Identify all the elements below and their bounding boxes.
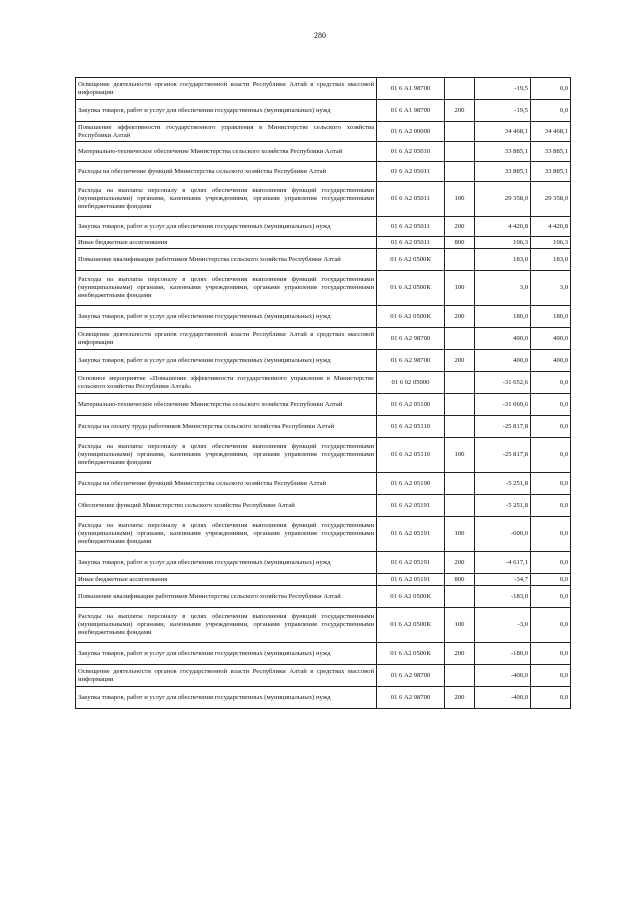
row-expense-type <box>445 394 475 416</box>
table-row <box>76 100 571 122</box>
row-value-1: -4 617,1 <box>475 552 531 574</box>
row-value-1: -31 069,6 <box>475 394 531 416</box>
row-code: 01 6 А2 05011 <box>377 182 445 217</box>
row-name: Иные бюджетные ассигнования <box>76 237 377 249</box>
row-name: Расходы на обеспечение функций Министерства сельского хозяйства Республики Алтай <box>76 162 377 182</box>
row-expense-type <box>445 328 475 350</box>
row-name: Материально-техническое обеспечение Министерства сельского хозяйства Республики Алтай <box>76 142 377 162</box>
row-expense-type: 200 <box>445 552 475 574</box>
row-code: 01 6 А2 05010 <box>377 142 445 162</box>
table-row <box>76 142 571 162</box>
table-row <box>76 328 571 350</box>
row-name: Повышение квалификации работников Министерства сельского хозяйства Республики Алтай <box>76 586 377 608</box>
row-value-1: -25 817,8 <box>475 438 531 473</box>
row-value-1: -400,0 <box>475 665 531 687</box>
row-code: 01 6 А1 98700 <box>377 100 445 122</box>
table-row <box>76 473 571 495</box>
row-value-1: -31 652,6 <box>475 372 531 394</box>
row-expense-type: 800 <box>445 237 475 249</box>
row-value-1: -5 251,8 <box>475 473 531 495</box>
row-value-2: 180,0 <box>531 306 571 328</box>
row-code: 01 6 А2 05100 <box>377 394 445 416</box>
row-value-2: 0,0 <box>531 687 571 709</box>
row-value-1: -3,0 <box>475 608 531 643</box>
table-row <box>76 643 571 665</box>
table-row <box>76 552 571 574</box>
row-value-1: 33 885,1 <box>475 142 531 162</box>
row-code: 01 6 А2 05011 <box>377 217 445 237</box>
row-name: Обеспечение функций Министерство сельского хозяйства Республики Алтай <box>76 495 377 517</box>
row-code: 01 6 02 05000 <box>377 372 445 394</box>
row-code: 01 6 А1 98700 <box>377 78 445 100</box>
row-expense-type: 200 <box>445 306 475 328</box>
row-value-1: -19,5 <box>475 100 531 122</box>
table-row <box>76 416 571 438</box>
row-value-2: 0,0 <box>531 100 571 122</box>
row-name: Закупка товаров, работ и услуг для обеспечения государственных (муниципальных) нужд <box>76 643 377 665</box>
row-expense-type: 100 <box>445 608 475 643</box>
row-expense-type: 100 <box>445 182 475 217</box>
row-expense-type <box>445 162 475 182</box>
row-code: 01 6 А2 0500К <box>377 608 445 643</box>
row-expense-type: 200 <box>445 217 475 237</box>
row-name: Закупка товаров, работ и услуг для обеспечения государственных (муниципальных) нужд <box>76 687 377 709</box>
row-value-2: 0,0 <box>531 495 571 517</box>
row-name: Расходы на выплаты персоналу в целях обеспечения выполнения функций государственными (муниципальными) органами, казенными учреждениями, органами управления государственными внебюджетными фондами <box>76 271 377 306</box>
row-value-1: -600,0 <box>475 517 531 552</box>
row-value-1: -34,7 <box>475 574 531 586</box>
row-value-2: 29 358,0 <box>531 182 571 217</box>
row-value-1: -180,0 <box>475 643 531 665</box>
row-expense-type <box>445 665 475 687</box>
row-value-2: 106,3 <box>531 237 571 249</box>
row-value-1: 183,0 <box>475 249 531 271</box>
row-code: 01 6 А2 0500К <box>377 249 445 271</box>
row-code: 01 6 А2 05110 <box>377 438 445 473</box>
table-row <box>76 438 571 473</box>
row-expense-type <box>445 495 475 517</box>
row-value-2: 0,0 <box>531 608 571 643</box>
row-code: 01 6 А2 05191 <box>377 574 445 586</box>
row-expense-type <box>445 416 475 438</box>
row-value-2: 0,0 <box>531 643 571 665</box>
table-row <box>76 122 571 142</box>
row-code: 01 6 А2 05190 <box>377 473 445 495</box>
row-code: 01 6 А2 98700 <box>377 687 445 709</box>
row-name: Освещение деятельности органов государственной власти Республики Алтай в средствах массовой информации <box>76 665 377 687</box>
row-name: Основное мероприятие «Повышение эффективности государственного управления в Министерстве сельского хозяйства Республики Алтай» <box>76 372 377 394</box>
row-code: 01 6 А2 05191 <box>377 552 445 574</box>
row-value-2: 4 420,8 <box>531 217 571 237</box>
row-name: Расходы на выплаты персоналу в целях обеспечения выполнения функций государственными (муниципальными) органами, казенными учреждениями, органами управления государственными внебюджетными фондами <box>76 182 377 217</box>
table-row <box>76 78 571 100</box>
row-value-2: 183,0 <box>531 249 571 271</box>
row-code: 01 6 А2 05191 <box>377 495 445 517</box>
table-row <box>76 517 571 552</box>
row-expense-type: 200 <box>445 100 475 122</box>
row-value-1: 4 420,8 <box>475 217 531 237</box>
row-name: Закупка товаров, работ и услуг для обеспечения государственных (муниципальных) нужд <box>76 552 377 574</box>
row-expense-type: 200 <box>445 687 475 709</box>
row-value-1: 29 358,0 <box>475 182 531 217</box>
row-value-2: 33 885,1 <box>531 162 571 182</box>
table-row <box>76 687 571 709</box>
row-expense-type <box>445 586 475 608</box>
row-name: Закупка товаров, работ и услуг для обеспечения государственных (муниципальных) нужд <box>76 350 377 372</box>
row-code: 01 6 А2 0500К <box>377 643 445 665</box>
row-value-2: 0,0 <box>531 552 571 574</box>
row-name: Закупка товаров, работ и услуг для обеспечения государственных (муниципальных) нужд <box>76 217 377 237</box>
row-value-2: 33 885,1 <box>531 142 571 162</box>
row-expense-type <box>445 78 475 100</box>
row-value-2: 400,0 <box>531 350 571 372</box>
row-expense-type <box>445 142 475 162</box>
row-name: Повышение эффективности государственного управления в Министерстве сельского хозяйства Республики Алтай <box>76 122 377 142</box>
row-value-1: 400,0 <box>475 350 531 372</box>
row-value-1: 180,0 <box>475 306 531 328</box>
row-code: 01 6 А2 05011 <box>377 237 445 249</box>
row-value-2: 0,0 <box>531 517 571 552</box>
row-name: Закупка товаров, работ и услуг для обеспечения государственных (муниципальных) нужд <box>76 100 377 122</box>
table-row <box>76 372 571 394</box>
table-row <box>76 574 571 586</box>
row-expense-type <box>445 473 475 495</box>
row-value-2: 0,0 <box>531 665 571 687</box>
table-row <box>76 249 571 271</box>
table-row <box>76 394 571 416</box>
row-code: 01 6 А2 98700 <box>377 350 445 372</box>
row-expense-type <box>445 249 475 271</box>
row-value-2: 0,0 <box>531 574 571 586</box>
row-name: Освещение деятельности органов государственной власти Республики Алтай в средствах массовой информации <box>76 78 377 100</box>
row-expense-type <box>445 372 475 394</box>
page-number: 280 <box>314 31 326 40</box>
table-row <box>76 306 571 328</box>
row-expense-type: 200 <box>445 643 475 665</box>
row-value-1: 33 885,1 <box>475 162 531 182</box>
row-value-1: -183,0 <box>475 586 531 608</box>
row-name: Иные бюджетные ассигнования <box>76 574 377 586</box>
row-name: Повышение квалификации работников Министерства сельского хозяйства Республики Алтай <box>76 249 377 271</box>
row-code: 01 6 А2 05191 <box>377 517 445 552</box>
row-code: 01 6 А2 0500К <box>377 306 445 328</box>
table-row <box>76 217 571 237</box>
row-value-1: 34 468,1 <box>475 122 531 142</box>
row-value-1: -19,5 <box>475 78 531 100</box>
row-name: Расходы на оплату труда работников Министерства сельского хозяйства Республики Алтай <box>76 416 377 438</box>
row-name: Расходы на выплаты персоналу в целях обеспечения выполнения функций государственными (муниципальными) органами, казенными учреждениями, органами управления государственными внебюджетными фондами <box>76 517 377 552</box>
row-name: Расходы на выплаты персоналу в целях обеспечения выполнения функций государственными (муниципальными) органами, казенными учреждениями, органами управления государственными внебюджетными фондами <box>76 438 377 473</box>
row-value-1: -5 251,8 <box>475 495 531 517</box>
budget-table <box>75 77 571 709</box>
row-code: 01 6 А2 98700 <box>377 328 445 350</box>
row-value-1: -400,0 <box>475 687 531 709</box>
row-expense-type <box>445 122 475 142</box>
table-row <box>76 162 571 182</box>
row-value-1: 106,3 <box>475 237 531 249</box>
row-name: Закупка товаров, работ и услуг для обеспечения государственных (муниципальных) нужд <box>76 306 377 328</box>
row-value-1: -25 817,8 <box>475 416 531 438</box>
table-row <box>76 586 571 608</box>
table-row <box>76 495 571 517</box>
table-row <box>76 182 571 217</box>
budget-table-body <box>76 78 571 709</box>
row-name: Материально-техническое обеспечение Министерства сельского хозяйства Республики Алтай <box>76 394 377 416</box>
table-row <box>76 237 571 249</box>
row-value-2: 400,0 <box>531 328 571 350</box>
row-value-2: 34 468,1 <box>531 122 571 142</box>
row-value-2: 0,0 <box>531 473 571 495</box>
table-row <box>76 271 571 306</box>
row-value-2: 0,0 <box>531 372 571 394</box>
row-name: Расходы на обеспечение функций Министерства сельского хозяйства Республики Алтай <box>76 473 377 495</box>
row-value-1: 3,0 <box>475 271 531 306</box>
row-expense-type: 100 <box>445 271 475 306</box>
row-expense-type: 200 <box>445 350 475 372</box>
row-expense-type: 800 <box>445 574 475 586</box>
row-code: 01 6 А2 05011 <box>377 162 445 182</box>
row-value-2: 0,0 <box>531 438 571 473</box>
row-expense-type: 100 <box>445 517 475 552</box>
row-value-2: 0,0 <box>531 416 571 438</box>
row-value-2: 0,0 <box>531 78 571 100</box>
table-row <box>76 608 571 643</box>
table-row <box>76 350 571 372</box>
row-code: 01 6 А2 98700 <box>377 665 445 687</box>
row-value-1: 400,0 <box>475 328 531 350</box>
row-value-2: 3,0 <box>531 271 571 306</box>
table-row <box>76 665 571 687</box>
row-expense-type: 100 <box>445 438 475 473</box>
row-code: 01 6 А2 0500К <box>377 271 445 306</box>
row-code: 01 6 А2 00000 <box>377 122 445 142</box>
row-name: Освещение деятельности органов государственной власти Республики Алтай в средствах массовой информации <box>76 328 377 350</box>
row-code: 01 6 А2 0500К <box>377 586 445 608</box>
row-code: 01 6 А2 05110 <box>377 416 445 438</box>
row-name: Расходы на выплаты персоналу в целях обеспечения выполнения функций государственными (муниципальными) органами, казенными учреждениями, органами управления государственными внебюджетными фондами <box>76 608 377 643</box>
row-value-2: 0,0 <box>531 394 571 416</box>
row-value-2: 0,0 <box>531 586 571 608</box>
